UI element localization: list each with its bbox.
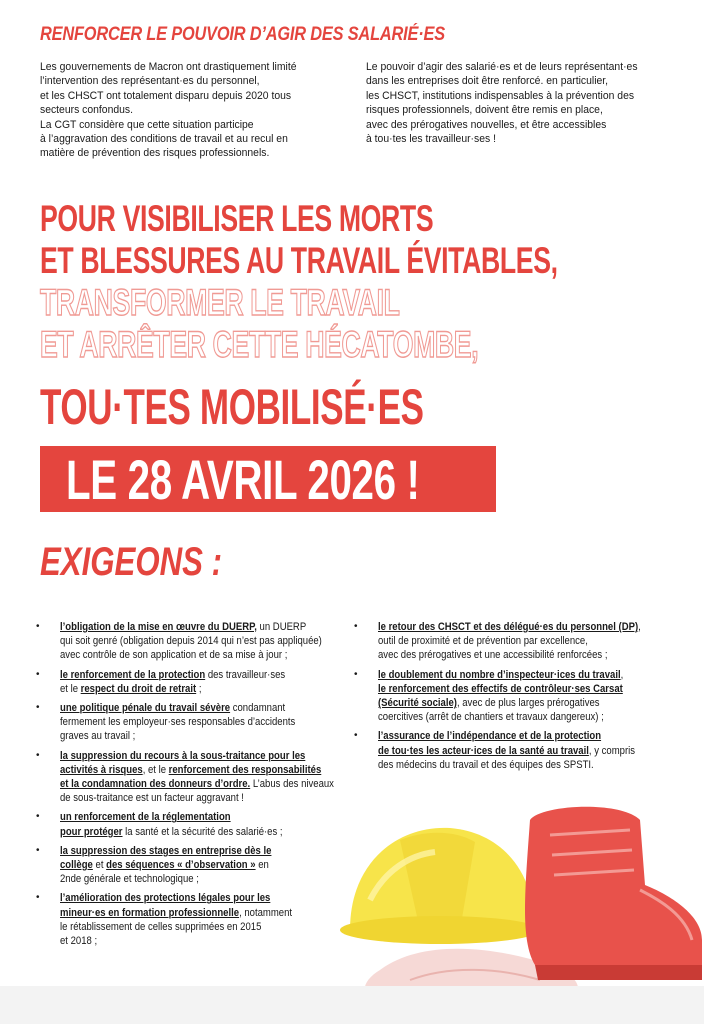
demand-text: des travailleur·ses bbox=[205, 668, 286, 681]
hard-hat-image bbox=[340, 828, 540, 944]
intro-line: à tou·tes les travailleur·ses ! bbox=[366, 133, 496, 146]
demand-emphasis: le renforcement des effectifs de contrôleur·ses Carsat bbox=[378, 682, 623, 695]
demand-text: coercitives (arrêt de chantiers et travaux dangereux) ; bbox=[378, 711, 604, 724]
demand-text: en bbox=[255, 859, 269, 872]
section-title: RENFORCER LE POUVOIR D’AGIR DES SALARIÉ·ES bbox=[40, 24, 445, 45]
demand-line bbox=[60, 858, 317, 872]
intro-right-paragraph bbox=[366, 60, 670, 146]
demand-text: graves au travail ; bbox=[60, 730, 136, 743]
demand-item bbox=[354, 620, 694, 663]
intro-left-paragraph bbox=[40, 60, 344, 161]
demand-emphasis: un renforcement de la réglementation bbox=[60, 811, 231, 824]
demand-line bbox=[378, 634, 662, 648]
demand-emphasis: l’obligation de la mise en œuvre du DUERP, bbox=[60, 621, 257, 633]
demand-text: des médecins du travail et des équipes des SPSTI. bbox=[378, 758, 594, 771]
demand-line bbox=[378, 696, 662, 710]
demand-line bbox=[60, 668, 317, 682]
demand-emphasis: pour protéger bbox=[60, 825, 123, 838]
demand-emphasis: renforcement des responsabilités bbox=[168, 763, 322, 776]
demand-text: avec contrôle de son application et de sa mise à jour ; bbox=[60, 649, 288, 662]
demand-text: , notamment bbox=[239, 906, 293, 919]
demand-text: , bbox=[638, 621, 641, 633]
demand-text: 2nde générale et technologique ; bbox=[60, 873, 199, 886]
demand-emphasis: activités à risques bbox=[60, 763, 143, 776]
demand-text: , bbox=[620, 668, 624, 681]
demand-item bbox=[36, 749, 346, 806]
demand-line bbox=[60, 729, 317, 743]
demand-line bbox=[60, 920, 317, 934]
demand-emphasis: le renforcement de la protection bbox=[60, 668, 206, 681]
demand-line bbox=[60, 634, 322, 648]
demand-item bbox=[36, 701, 346, 744]
demand-text: et le bbox=[60, 682, 81, 695]
intro-line: matière de prévention des risques professionnels. bbox=[40, 147, 270, 160]
demand-line bbox=[60, 777, 334, 791]
demand-line bbox=[60, 701, 317, 715]
demand-item bbox=[36, 844, 346, 887]
bullet-icon: • bbox=[36, 621, 40, 632]
demand-line bbox=[60, 810, 317, 824]
bullet-icon: • bbox=[36, 702, 40, 714]
demand-text: , et le bbox=[142, 763, 169, 776]
demand-line bbox=[378, 758, 662, 772]
demand-text: , y compris bbox=[588, 744, 636, 757]
intro-line: à l’aggravation des conditions de travail et au recul en bbox=[40, 133, 288, 146]
bullet-icon: • bbox=[36, 668, 40, 680]
demand-text: et 2018 ; bbox=[60, 935, 98, 948]
intro-line: Le pouvoir d’agir des salarié·es et de leurs représentant·es bbox=[366, 61, 638, 73]
demand-emphasis: la suppression des stages en entreprise dès le bbox=[60, 844, 272, 857]
demand-emphasis: mineur·es en formation professionnelle bbox=[60, 906, 240, 919]
demand-line bbox=[378, 744, 662, 758]
demand-line bbox=[60, 682, 317, 696]
intro-line: risques professionnels, doivent être remis en place, bbox=[366, 104, 603, 117]
intro-line: dans les entreprises doit être renforcé. en particulier, bbox=[366, 75, 609, 88]
demand-emphasis: une politique pénale du travail sévère bbox=[60, 702, 231, 715]
demand-text: L’abus des niveaux bbox=[250, 778, 334, 791]
intro-line: La CGT considère que cette situation participe bbox=[40, 118, 254, 131]
mobilise-heading: TOU·TES MOBILISÉ·ES bbox=[40, 379, 424, 435]
demand-text: fermement les employeur·ses responsables d’accidents bbox=[60, 716, 296, 729]
demand-line bbox=[60, 715, 317, 729]
demand-emphasis: (Sécurité sociale) bbox=[378, 697, 457, 710]
intro-line: secteurs confondus. bbox=[40, 104, 134, 117]
demand-emphasis: collège bbox=[60, 859, 93, 872]
footer-band bbox=[0, 986, 704, 1024]
demand-text: condamnant bbox=[230, 702, 286, 715]
demand-line bbox=[60, 749, 317, 763]
demand-emphasis: l’assurance de l’indépendance et de la protection bbox=[378, 730, 602, 743]
demand-item bbox=[36, 891, 346, 948]
demand-text: ; bbox=[196, 682, 202, 695]
demand-item bbox=[354, 729, 694, 772]
demand-line bbox=[60, 825, 317, 839]
bullet-icon: • bbox=[36, 811, 40, 823]
demand-line bbox=[60, 934, 317, 948]
demand-line bbox=[60, 648, 317, 662]
intro-line: Les gouvernements de Macron ont drastiquement limité bbox=[40, 61, 297, 73]
headline-line-4: ET ARRÊTER CETTE HÉCATOMBE, bbox=[40, 324, 479, 365]
headline-line-1: POUR VISIBILISER LES MORTS bbox=[40, 198, 434, 239]
headline-line-2: ET BLESSURES AU TRAVAIL ÉVITABLES, bbox=[40, 240, 558, 281]
demand-line bbox=[378, 710, 662, 724]
demand-line bbox=[60, 763, 322, 777]
demand-item bbox=[354, 668, 694, 725]
bullet-icon: • bbox=[36, 844, 40, 856]
demand-line bbox=[60, 891, 317, 905]
intro-line: l’intervention des représentant·es du personnel, bbox=[40, 75, 260, 88]
demand-item bbox=[36, 668, 346, 696]
bullet-icon: • bbox=[36, 892, 40, 904]
demand-text: et bbox=[92, 859, 107, 872]
intro-line: et les CHSCT ont totalement disparu depuis 2020 tous bbox=[40, 89, 292, 102]
bullet-icon: • bbox=[354, 730, 358, 742]
demand-emphasis: de tou·tes les acteur·ices de la santé au travail bbox=[378, 744, 589, 757]
safety-gear-illustration bbox=[340, 780, 704, 1010]
demand-line bbox=[60, 906, 317, 920]
bullet-icon: • bbox=[354, 668, 358, 680]
demand-emphasis: l’amélioration des protections légales pour les bbox=[60, 892, 271, 905]
demand-emphasis: et la condamnation des donneurs d’ordre. bbox=[60, 778, 251, 791]
demand-emphasis: la suppression du recours à la sous-traitance pour les bbox=[60, 749, 306, 762]
demands-list-right bbox=[354, 620, 694, 777]
demand-line bbox=[378, 620, 662, 634]
demand-line bbox=[378, 648, 662, 662]
demand-line bbox=[60, 844, 317, 858]
demand-line bbox=[60, 872, 317, 886]
demand-text: outil de proximité et de prévention par excellence, bbox=[378, 635, 588, 648]
bullet-icon: • bbox=[36, 749, 40, 761]
exigeons-heading: EXIGEONS : bbox=[40, 540, 223, 584]
safety-boot-image bbox=[525, 807, 702, 980]
demand-line bbox=[60, 791, 317, 805]
intro-line: les CHSCT, institutions indispensables à la prévention des bbox=[366, 89, 635, 102]
headline-line-3: TRANSFORMER LE TRAVAIL bbox=[40, 282, 400, 323]
demand-line bbox=[378, 729, 662, 743]
demand-text: de sous-traitance est un facteur aggravant ! bbox=[60, 792, 244, 805]
demand-emphasis: des séquences « d’observation » bbox=[106, 859, 256, 872]
demand-line bbox=[378, 668, 662, 682]
demand-text: un DUERP bbox=[256, 621, 307, 633]
date-banner bbox=[40, 446, 496, 512]
demand-emphasis: le retour des CHSCT et des délégué·es du personnel (DP) bbox=[378, 621, 639, 633]
demand-line bbox=[378, 682, 662, 696]
demand-emphasis: respect du droit de retrait bbox=[80, 682, 197, 695]
demands-list-left bbox=[36, 620, 346, 953]
bullet-icon: • bbox=[354, 621, 358, 632]
date-text: LE 28 AVRIL 2026 ! bbox=[66, 448, 420, 511]
demand-text: , avec de plus larges prérogatives bbox=[456, 697, 600, 710]
demand-emphasis: le doublement du nombre d’inspecteur·ices du travail bbox=[378, 668, 621, 681]
demand-text: qui soit genré (obligation depuis 2014 qui n’est pas appliquée) bbox=[60, 635, 322, 648]
demand-line bbox=[60, 620, 317, 634]
demand-text: avec des prérogatives et une accessibilité renforcées ; bbox=[378, 649, 608, 662]
intro-line: avec des prérogatives nouvelles, et être accessibles bbox=[366, 118, 607, 131]
demand-item bbox=[36, 620, 346, 663]
demand-text: le rétablissement de celles supprimées en 2015 bbox=[60, 920, 262, 933]
demand-text: la santé et la sécurité des salarié·es ; bbox=[122, 825, 283, 838]
demand-item bbox=[36, 810, 346, 838]
